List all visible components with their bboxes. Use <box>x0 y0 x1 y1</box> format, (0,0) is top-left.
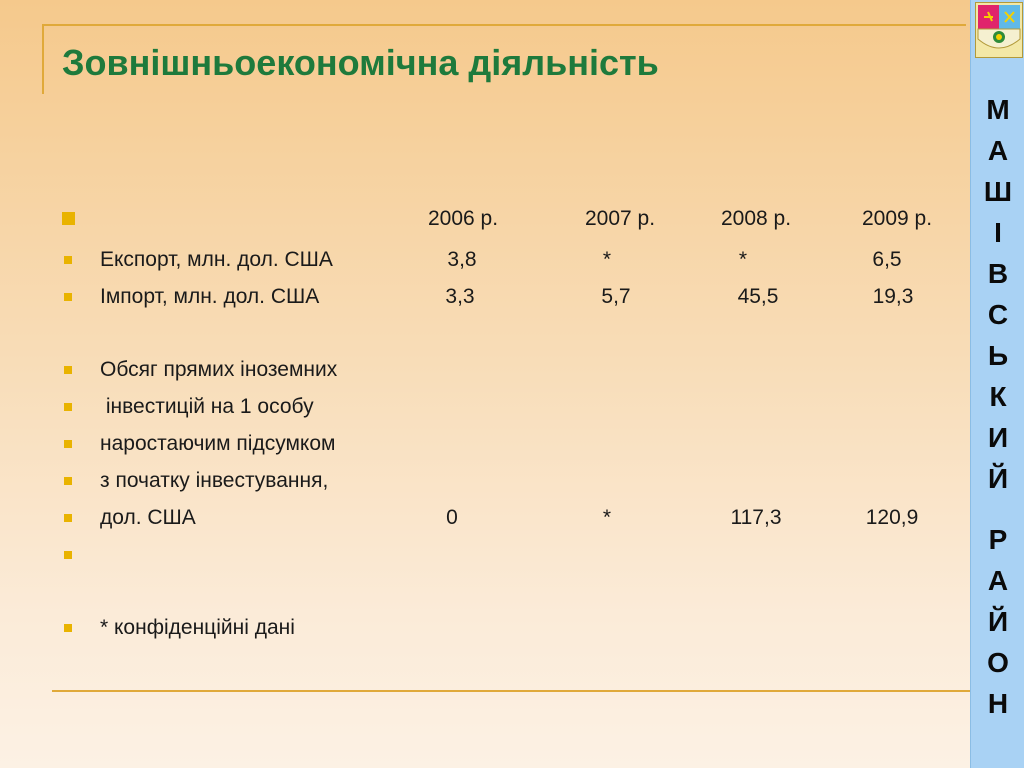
investment-2006: 0 <box>446 506 458 529</box>
slide-title: Зовнішньоекономічна діяльність <box>62 42 659 83</box>
top-rule <box>42 24 966 26</box>
export-2006: 3,8 <box>447 248 477 271</box>
bullet-icon <box>64 624 72 632</box>
footnote-text: * конфіденційні дані <box>100 616 295 639</box>
sidebar-letter: С <box>987 299 1009 330</box>
year-2007: 2007 р. <box>584 207 656 230</box>
sidebar-letter: Й <box>987 606 1009 637</box>
investment-2009: 120,9 <box>865 506 919 529</box>
import-label: Імпорт, млн. дол. США <box>100 285 320 308</box>
bullet-icon <box>62 212 75 225</box>
sidebar-letter: К <box>989 381 1007 412</box>
sidebar-letter: И <box>987 422 1009 453</box>
bullet-icon <box>64 514 72 522</box>
sidebar-letter: А <box>987 565 1009 596</box>
sidebar-letter: Н <box>987 688 1009 719</box>
investment-line-text: Обсяг прямих іноземних <box>100 358 338 381</box>
bullet-icon <box>64 403 72 411</box>
import-2009: 19,3 <box>872 285 914 308</box>
import-2006: 3,3 <box>445 285 475 308</box>
sidebar-letter: Ш <box>983 176 1013 207</box>
sidebar-letter: Й <box>987 463 1009 494</box>
export-2009: 6,5 <box>872 248 902 271</box>
year-2008: 2008 р. <box>720 207 792 230</box>
bullet-icon <box>64 366 72 374</box>
left-rule <box>42 24 44 94</box>
sidebar-letter: М <box>986 94 1010 125</box>
bullet-icon <box>64 440 72 448</box>
sidebar-letter: А <box>987 135 1009 166</box>
import-2008: 45,5 <box>737 285 779 308</box>
bullet-icon <box>64 256 72 264</box>
sidebar-letter: Ь <box>987 340 1009 371</box>
bullet-icon <box>64 293 72 301</box>
sidebar-letter: О <box>987 647 1009 678</box>
year-2006: 2006 р. <box>427 207 499 230</box>
bullet-icon <box>64 477 72 485</box>
sidebar-letter: Р <box>988 524 1008 555</box>
investment-line-text: наростаючим підсумком <box>100 432 336 455</box>
export-2007: * <box>602 248 612 271</box>
sidebar-letter: І <box>994 217 1002 248</box>
investment-label: дол. США <box>100 506 196 529</box>
investment-2007: * <box>602 506 612 529</box>
bullet-icon <box>64 551 72 559</box>
export-label: Експорт, млн. дол. США <box>100 248 333 271</box>
year-2009: 2009 р. <box>861 207 933 230</box>
sidebar-letter: В <box>987 258 1009 289</box>
investment-line-text: інвестицій на 1 особу <box>100 395 314 418</box>
district-sidebar <box>970 0 1024 768</box>
investment-line-text: з початку інвестування, <box>100 469 329 492</box>
bottom-rule <box>52 690 970 692</box>
import-2007: 5,7 <box>601 285 631 308</box>
investment-2008: 117,3 <box>730 506 782 529</box>
coat-of-arms-icon <box>975 2 1023 58</box>
export-2008: * <box>738 248 748 271</box>
